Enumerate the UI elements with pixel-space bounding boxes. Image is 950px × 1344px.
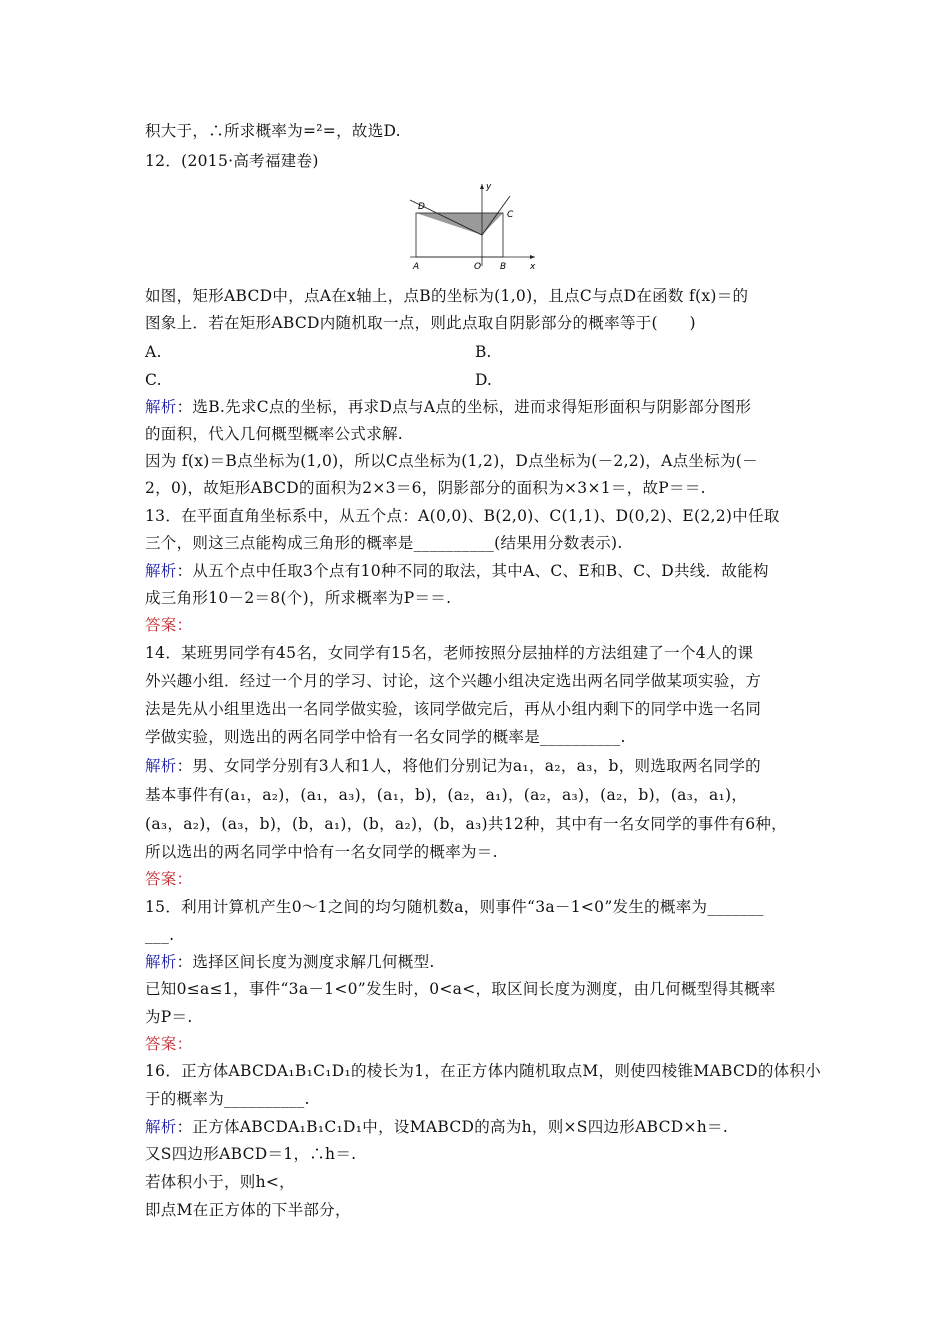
text-line: 三个，则这三点能构成三角形的概率是__________(结果用分数表示).: [145, 534, 623, 552]
text-line: 图象上．若在矩形ABCD内随机取一点，则此点取自阴影部分的概率等于( ): [145, 314, 696, 332]
daan-colon: ：: [176, 616, 193, 634]
text-line: 基本事件有(a₁，a₂)，(a₁，a₃)，(a₁，b)，(a₂，a₁)，(a₂，a₃)，(a₂，b)，(a₃，a₁)，: [145, 786, 748, 804]
question-16: 16．正方体ABCDA₁B₁C₁D₁的棱长为1，在正方体内随机取点M，则使四棱锥MABCD的体积小: [145, 1062, 822, 1080]
text-line: 外兴趣小组．经过一个月的学习、讨论，这个兴趣小组决定选出两名同学做某项实验，方: [145, 672, 762, 690]
label-o: O: [474, 262, 482, 270]
daan-label: 答案: [145, 870, 177, 888]
answer-line: [145, 615, 192, 635]
jiexi-label: 解析: [145, 953, 177, 971]
text-line: 法是先从小组里选出一名同学做实验，该同学做完后，再从小组内剩下的同学中选一名同: [145, 700, 762, 718]
analysis-text: ：男、女同学分别有3人和1人，将他们分别记为a₁，a₂，a₃，b，则选取两名同学的: [176, 757, 761, 775]
text-line: 2，0)，故矩形ABCD的面积为2×3＝6，阴影部分的面积为×3×1＝，故P＝＝.: [145, 479, 706, 497]
text-line: 若体积小于，则h<，: [145, 1173, 295, 1191]
text-line: 如图，矩形ABCD中，点A在x轴上，点B的坐标为(1,0)，且点C与点D在函数 f(x)＝的: [145, 287, 749, 305]
text-line: 于的概率为__________.: [145, 1090, 310, 1108]
analysis-text: ：从五个点中任取3个点有10种不同的取法，其中A、C、E和B、C、D共线．故能构: [176, 562, 769, 580]
daan-label: 答案: [145, 1035, 177, 1053]
analysis-line: [145, 756, 761, 776]
jiexi-label: 解析: [145, 398, 177, 416]
rectangle-abcd-figure: [410, 180, 550, 270]
label-b: B: [500, 262, 507, 270]
question-14: 14．某班男同学有45名，女同学有15名，老师按照分层抽样的方法组建了一个4人的课: [145, 644, 754, 662]
analysis-line: [145, 1117, 728, 1137]
text-line: 又S四边形ABCD＝1，∴h＝.: [145, 1145, 357, 1163]
option-b: B.: [475, 343, 492, 361]
text-line: 积大于，∴所求概率为=²=，故选D.: [145, 122, 401, 140]
text-line: 的面积，代入几何概型概率公式求解.: [145, 425, 404, 443]
jiexi-label: 解析: [145, 1118, 177, 1136]
label-x: x: [530, 262, 536, 270]
daan-label: 答案: [145, 616, 177, 634]
daan-colon: ：: [176, 870, 193, 888]
analysis-text: ：选B.先求C点的坐标，再求D点与A点的坐标，进而求得矩形面积与阴影部分图形: [176, 398, 752, 416]
answer-line: [145, 1034, 192, 1054]
option-c: C.: [145, 371, 162, 389]
text-line: 因为 f(x)＝B点坐标为(1,0)，所以C点坐标为(1,2)，D点坐标为(－2,2)，A点坐标为(－: [145, 452, 758, 470]
jiexi-label: 解析: [145, 757, 177, 775]
text-line: ___.: [145, 926, 175, 944]
question-12-header: 12．(2015·高考福建卷): [145, 152, 319, 170]
label-d: D: [418, 202, 425, 212]
question-15: 15．利用计算机产生0～1之间的均匀随机数a，则事件“3a－1<0”发生的概率为_______: [145, 898, 764, 916]
x-axis-arrow: [530, 255, 535, 259]
text-line: 所以选出的两名同学中恰有一名女同学的概率为＝.: [145, 843, 498, 861]
text-line: 成三角形10－2＝8(个)，所求概率为P＝＝.: [145, 589, 452, 607]
text-line: 为P＝.: [145, 1008, 193, 1026]
question-13: 13．在平面直角坐标系中，从五个点：A(0,0)、B(2,0)、C(1,1)、D(0,2)、E(2,2)中任取: [145, 507, 780, 525]
text-line: 即点M在正方体的下半部分，: [145, 1201, 351, 1219]
text-line: (a₃，a₂)，(a₃，b)，(b，a₁)，(b，a₂)，(b，a₃)共12种，其中有一名女同学的事件有6种，: [145, 815, 787, 833]
analysis-line: [145, 561, 769, 581]
option-d: D.: [475, 371, 492, 389]
analysis-line: [145, 397, 751, 417]
analysis-text: ：选择区间长度为测度求解几何概型.: [176, 953, 435, 971]
label-y: y: [486, 182, 492, 192]
y-axis-arrow: [480, 184, 484, 189]
text-line: 已知0≤a≤1，事件“3a－1<0”发生时，0<a<，取区间长度为测度，由几何概型得其概率: [145, 980, 776, 998]
label-a: A: [413, 262, 420, 270]
analysis-text: ：正方体ABCDA₁B₁C₁D₁中，设MABCD的高为h，则×S四边形ABCD×h＝.: [176, 1118, 729, 1136]
option-a: A.: [145, 343, 162, 361]
answer-line: [145, 869, 192, 889]
label-c: C: [507, 210, 514, 220]
analysis-line: [145, 952, 435, 972]
jiexi-label: 解析: [145, 562, 177, 580]
text-line: 学做实验，则选出的两名同学中恰有一名女同学的概率是__________.: [145, 728, 626, 746]
daan-colon: ：: [176, 1035, 193, 1053]
